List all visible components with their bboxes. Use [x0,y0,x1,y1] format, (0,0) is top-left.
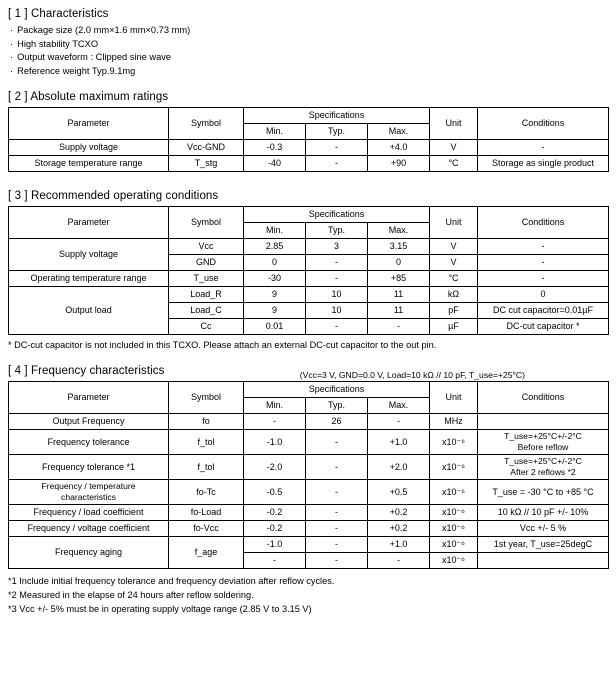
table-row [9,156,609,172]
th-parameter: Parameter [9,207,169,239]
section-1-title: [ 1 ] Characteristics [8,8,109,20]
th-conditions: Conditions [478,108,609,140]
cell-conditions: Vcc +/- 5 % [478,521,609,537]
cell-symbol: GND [169,255,244,271]
cell-parameter-line1: Frequency / temperature [41,481,136,491]
list-item: · Output waveform : Clipped sine wave [10,51,610,65]
cell-typ: 26 [306,414,368,430]
cell-typ: - [306,430,368,455]
cell-conditions: T_use = -30 °C to +85 °C [478,480,609,505]
table-header-row [9,382,609,398]
footnote: *1 Include initial frequency tolerance and frequency deviation after reflow cycles. [8,576,335,586]
list-item: · Reference weight Typ.9.1mg [10,65,610,79]
cell-symbol: f_tol [169,430,244,455]
cell-min: -1.0 [244,537,306,553]
cell-min: -0.5 [244,480,306,505]
cell-min: 0.01 [244,319,306,335]
cell-symbol: fo-Tc [169,480,244,505]
cell-min: -2.0 [244,455,306,480]
cell-conditions-line2: After 2 reflows *2 [510,467,576,477]
cell-conditions [478,414,609,430]
cell-typ: 3 [306,239,368,255]
cell-conditions [478,430,609,455]
cell-max: +1.0 [368,430,430,455]
cell-parameter [9,480,169,505]
cell-typ: - [306,140,368,156]
th-unit: Unit [430,207,478,239]
cell-max: +0.5 [368,480,430,505]
th-typ: Typ. [306,124,368,140]
cell-unit: V [430,140,478,156]
cell-conditions: 10 kΩ // 10 pF +/- 10% [478,505,609,521]
cell-unit: x10⁻⁶ [430,521,478,537]
cell-min: -40 [244,156,306,172]
cell-typ: - [306,553,368,569]
cell-min: 0 [244,255,306,271]
th-min: Min. [244,124,306,140]
cell-min: 9 [244,303,306,319]
table-row [9,455,609,480]
cell-max: +90 [368,156,430,172]
cell-max: - [368,553,430,569]
cell-conditions-line2: Before reflow [517,442,569,452]
table-row [9,271,609,287]
cell-conditions [478,455,609,480]
cell-min: -30 [244,271,306,287]
cell-typ: - [306,319,368,335]
cell-conditions: 0 [478,287,609,303]
cell-conditions: - [478,255,609,271]
cell-parameter: Frequency / voltage coefficient [9,521,169,537]
cell-unit: x10⁻⁶ [430,553,478,569]
th-specifications: Specifications [244,382,430,398]
th-unit: Unit [430,382,478,414]
cell-conditions-line1: T_use=+25°C+/-2°C [504,456,582,466]
list-item: · Package size (2.0 mm×1.6 mm×0.73 mm) [10,24,610,38]
cell-typ: - [306,480,368,505]
cell-symbol: T_stg [169,156,244,172]
cell-symbol: fo [169,414,244,430]
cell-typ: - [306,156,368,172]
cell-parameter: Frequency / load coefficient [9,505,169,521]
section-3-title: [ 3 ] Recommended operating conditions [8,190,219,202]
th-max: Max. [368,398,430,414]
th-parameter: Parameter [9,108,169,140]
cell-symbol: Vcc-GND [169,140,244,156]
cell-unit: kΩ [430,287,478,303]
cell-conditions: - [478,140,609,156]
section-3-note: * DC-cut capacitor is not included in this TCXO. Please attach an external DC-cut capacitor to the out pin. [8,340,437,350]
cell-unit: x10⁻⁶ [430,537,478,553]
cell-unit: pF [430,303,478,319]
cell-typ: - [306,255,368,271]
cell-parameter: Frequency aging [9,537,169,569]
frequency-characteristics-table [8,381,609,569]
cell-conditions: Storage as single product [478,156,609,172]
cell-conditions-line1: T_use=+25°C+/-2°C [504,431,582,441]
th-unit: Unit [430,108,478,140]
cell-min: -1.0 [244,430,306,455]
th-conditions: Conditions [478,382,609,414]
section-4-footnotes [8,574,610,616]
cell-unit: °C [430,271,478,287]
table-header-row [9,207,609,223]
cell-typ: 10 [306,287,368,303]
th-min: Min. [244,398,306,414]
cell-max: 3.15 [368,239,430,255]
cell-parameter: Supply voltage [9,239,169,271]
cell-unit: x10⁻⁶ [430,430,478,455]
cell-min: - [244,414,306,430]
cell-symbol: Load_R [169,287,244,303]
th-symbol: Symbol [169,207,244,239]
table-row [9,287,609,303]
cell-parameter: Output Frequency [9,414,169,430]
cell-max: +2.0 [368,455,430,480]
th-symbol: Symbol [169,108,244,140]
cell-typ: - [306,455,368,480]
cell-conditions: DC cut capacitor=0.01µF [478,303,609,319]
th-max: Max. [368,223,430,239]
cell-typ: - [306,505,368,521]
cell-conditions: DC-cut capacitor * [478,319,609,335]
characteristics-list [10,24,610,78]
cell-unit: V [430,239,478,255]
section-4-condition-note: (Vcc=3 V, GND=0.0 V, Load=10 kΩ // 10 pF, T_use=+25°C) [299,370,525,380]
table-row [9,505,609,521]
cell-max: +85 [368,271,430,287]
cell-min: -0.2 [244,521,306,537]
cell-conditions: 1st year, T_use=25degC [478,537,609,553]
section-4-title: [ 4 ] Frequency characteristics [8,365,165,377]
cell-unit: MHz [430,414,478,430]
cell-max: +4.0 [368,140,430,156]
absolute-maximum-ratings-table [8,107,609,172]
table-row [9,537,609,553]
cell-symbol: fo-Vcc [169,521,244,537]
cell-min: 9 [244,287,306,303]
cell-min: - [244,553,306,569]
th-specifications: Specifications [244,108,430,124]
cell-unit: x10⁻⁶ [430,455,478,480]
th-min: Min. [244,223,306,239]
cell-conditions: - [478,271,609,287]
cell-max: 11 [368,303,430,319]
cell-symbol: T_use [169,271,244,287]
cell-parameter: Output load [9,287,169,335]
cell-symbol: fo-Load [169,505,244,521]
cell-typ: - [306,521,368,537]
table-row [9,480,609,505]
cell-unit: V [430,255,478,271]
th-max: Max. [368,124,430,140]
recommended-operating-conditions-table [8,206,609,335]
th-typ: Typ. [306,398,368,414]
cell-conditions [478,553,609,569]
cell-max: - [368,319,430,335]
cell-unit: x10⁻⁶ [430,480,478,505]
list-item: · High stability TCXO [10,38,610,52]
cell-parameter: Frequency tolerance *1 [9,455,169,480]
cell-max: 11 [368,287,430,303]
cell-parameter: Supply voltage [9,140,169,156]
cell-max: - [368,414,430,430]
th-symbol: Symbol [169,382,244,414]
th-typ: Typ. [306,223,368,239]
table-header-row [9,108,609,124]
table-row [9,521,609,537]
th-conditions: Conditions [478,207,609,239]
cell-min: -0.2 [244,505,306,521]
section-2-title: [ 2 ] Absolute maximum ratings [8,91,169,103]
cell-parameter: Storage temperature range [9,156,169,172]
cell-parameter: Operating temperature range [9,271,169,287]
table-row [9,430,609,455]
cell-symbol: Vcc [169,239,244,255]
cell-symbol: f_tol [169,455,244,480]
th-specifications: Specifications [244,207,430,223]
cell-unit: µF [430,319,478,335]
cell-max: 0 [368,255,430,271]
table-row [9,239,609,255]
cell-typ: 10 [306,303,368,319]
cell-typ: - [306,271,368,287]
cell-symbol: f_age [169,537,244,569]
cell-unit: x10⁻⁶ [430,505,478,521]
cell-parameter: Frequency tolerance [9,430,169,455]
cell-parameter-line2: characteristics [61,492,116,502]
footnote: *2 Measured in the elapse of 24 hours after reflow soldering. [8,590,254,600]
cell-max: +0.2 [368,505,430,521]
cell-min: 2.85 [244,239,306,255]
cell-symbol: Load_C [169,303,244,319]
cell-min: -0.3 [244,140,306,156]
cell-conditions: - [478,239,609,255]
cell-max: +1.0 [368,537,430,553]
cell-unit: °C [430,156,478,172]
cell-symbol: Cc [169,319,244,335]
footnote: *3 Vcc +/- 5% must be in operating supply voltage range (2.85 V to 3.15 V) [8,604,312,614]
th-parameter: Parameter [9,382,169,414]
table-row [9,414,609,430]
table-row [9,140,609,156]
cell-typ: - [306,537,368,553]
cell-max: +0.2 [368,521,430,537]
